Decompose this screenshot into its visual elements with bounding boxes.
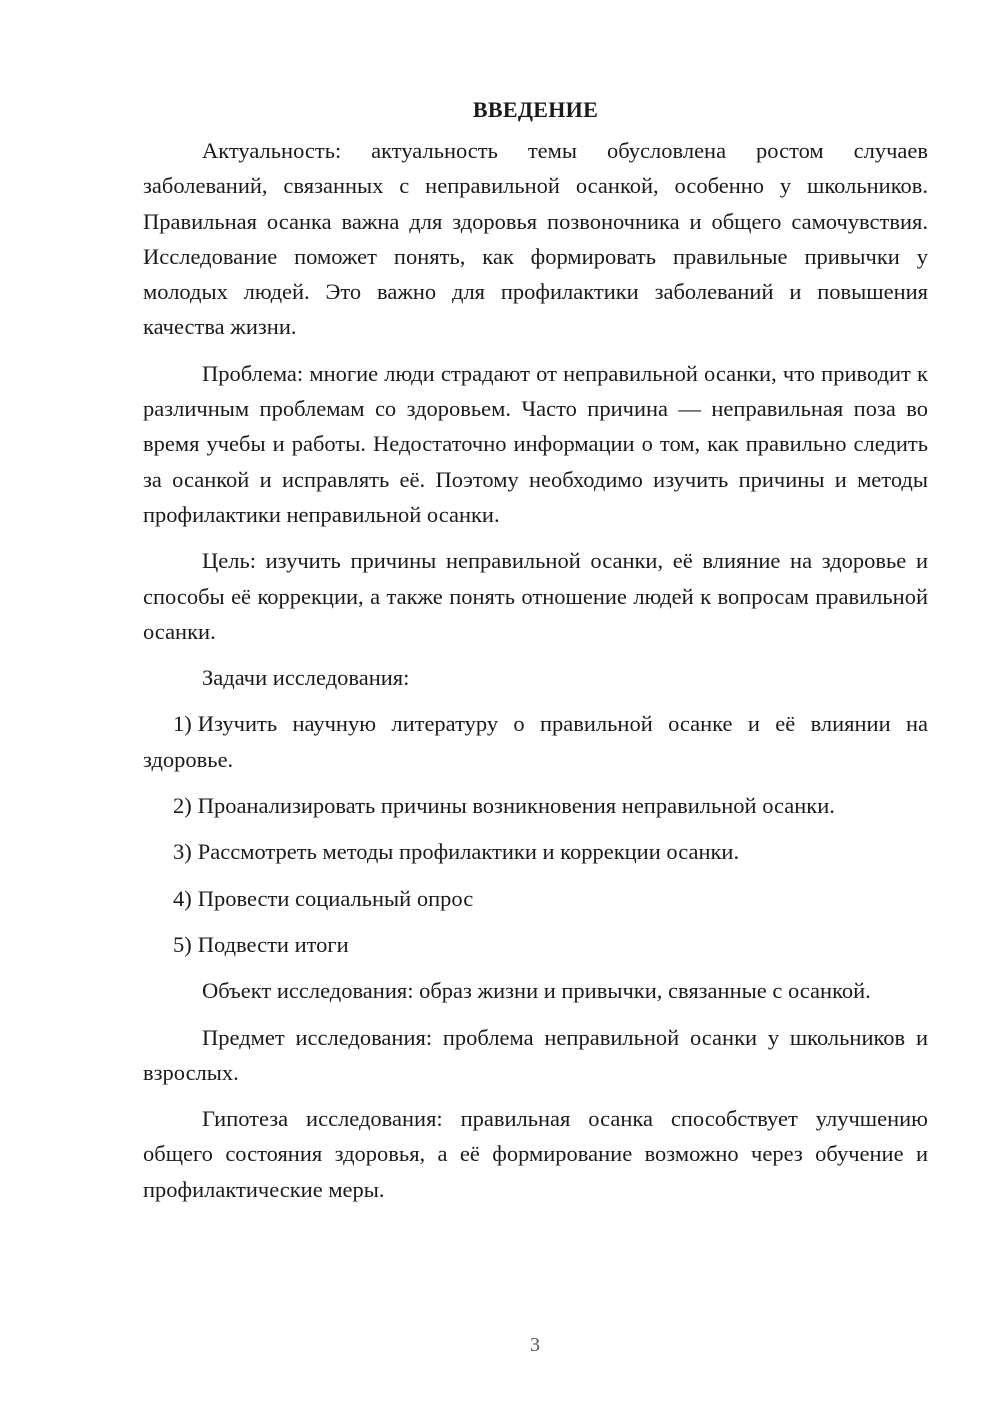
task-item (143, 881, 928, 916)
task-item (143, 927, 928, 962)
task-item (143, 706, 928, 777)
task-item (143, 834, 928, 869)
goal-paragraph: Цель: изучить причины неправильной осанки, её влияние на здоровье и способы её коррекции, а также понять отношение людей к вопросам правильной осанки. (143, 548, 928, 644)
relevance-paragraph: Актуальность: актуальность темы обусловлена ростом случаев заболеваний, связанных с неправильной осанкой, особенно у школьников. Правильная осанка важна для здоровья позвоночника и общего самочувствия. Исследование поможет понять, как формировать правильные привычки у молодых людей. Это важно для профилактики заболеваний и повышения качества жизни. (143, 138, 928, 340)
object-paragraph: Объект исследования: образ жизни и привычки, связанные с осанкой. (202, 978, 871, 1004)
subject-paragraph: Предмет исследования: проблема неправильной осанки у школьников и взрослых. (143, 1024, 928, 1085)
problem-paragraph: Проблема: многие люди страдают от неправильной осанки, что приводит к различным проблемам со здоровьем. Часто причина — неправильная поза во время учебы и работы. Недостаточно информации о том, как правильно следить за осанкой и исправлять её. Поэтому необходимо изучить причины и методы профилактики неправильной осанки. (143, 360, 928, 527)
page-number: 3 (530, 1334, 540, 1356)
tasks-heading: Задачи исследования: (202, 665, 410, 691)
task-number: 3) (173, 839, 192, 865)
task-text: Рассмотреть методы профилактики и коррекции осанки. (197, 839, 740, 865)
task-number: 4) (173, 885, 192, 911)
task-text: Изучить научную литературу о правильной осанке и её влиянии на здоровье. (143, 711, 928, 772)
document-body (143, 92, 928, 1218)
task-text: Проанализировать причины возникновения неправильной осанки. (197, 793, 835, 819)
task-number: 5) (173, 931, 192, 957)
task-number: 2) (173, 793, 192, 819)
task-text: Провести социальный опрос (197, 885, 474, 911)
page-title: ВВЕДЕНИЕ (472, 97, 599, 122)
task-item (143, 788, 928, 823)
task-number: 1) (173, 711, 192, 737)
task-text: Подвести итоги (197, 931, 349, 957)
hypothesis-paragraph: Гипотеза исследования: правильная осанка способствует улучшению общего состояния здоровья, а её формирование возможно через обучение и профилактические меры. (143, 1106, 928, 1202)
